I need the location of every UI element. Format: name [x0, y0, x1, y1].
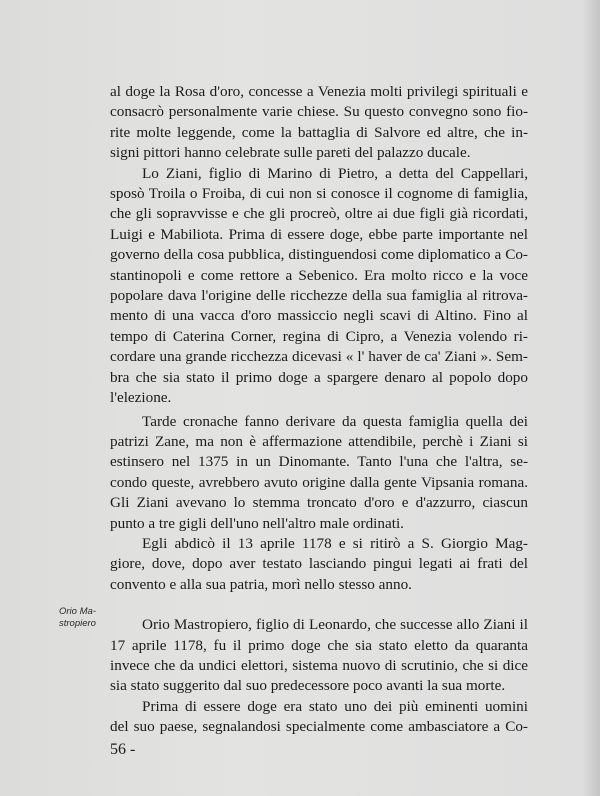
text-line: del suo paese, segnalandosi specialmente come ambasciatore a Co-	[110, 718, 528, 736]
text-line: Gli Ziani avevano lo stemma troncato d'oro e d'azzurro, ciascun	[110, 494, 528, 512]
body-text	[110, 82, 528, 738]
text-line: popolare dava l'origine delle ricchezze della sua famiglia al ritrova-	[110, 287, 528, 305]
text-line: Tarde cronache fanno derivare da questa famiglia quella dei	[142, 412, 528, 430]
text-line: stantinopoli e come rettore a Sebenico. Era molto ricco e la voce	[110, 266, 528, 284]
text-line: consacrò personalmente varie chiese. Su questo convegno sono fio-	[110, 103, 528, 121]
paragraph-1	[110, 82, 528, 164]
page-number: 56 -	[110, 741, 136, 758]
text-line: mento di una vacca d'oro massiccio negli scavi di Altino. Fino al	[110, 307, 528, 325]
text-line: Prima di essere doge era stato uno dei più eminenti uomini	[142, 697, 528, 715]
text-line: signi pittori hanno celebrate sulle pareti del palazzo ducale.	[110, 144, 471, 162]
text-line: sia stato suggerito dal suo predecessore poco avanti la sua morte.	[110, 677, 506, 695]
margin-note	[59, 606, 109, 630]
text-line: tempo di Caterina Corner, regina di Cipro, a Venezia volendo ri-	[110, 327, 528, 345]
margin-note-line: Orio Ma-	[59, 606, 96, 617]
paragraph-2	[110, 164, 528, 409]
text-line: al doge la Rosa d'oro, concesse a Venezia molti privilegi spirituali e	[110, 83, 528, 100]
text-line: estinsero nel 1375 in un Dinomante. Tanto l'una che l'altra, se-	[110, 453, 528, 471]
text-line: Egli abdicò il 13 aprile 1178 e si ritirò a S. Giorgio Mag-	[142, 534, 528, 552]
margin-note-line: stropiero	[59, 618, 96, 629]
text-line: patrizi Zane, ma non è affermazione attendibile, perchè i Ziani si	[110, 432, 528, 450]
text-line: Orio Mastropiero, figlio di Leonardo, che successe allo Ziani il	[142, 616, 528, 634]
text-line: giore, dove, dopo aver testato lasciando pingui legati ai frati del	[110, 555, 528, 573]
text-line: Luigi e Mabiliota. Prima di essere doge, ebbe parte importante nel	[110, 225, 528, 243]
text-line: convento e alla sua patria, morì nello stesso anno.	[110, 575, 412, 593]
text-line: sposò Troila o Froiba, di cui non si conosce il cognome di famiglia,	[110, 185, 528, 203]
text-line: governo della cosa pubblica, distinguendosi come diplomatico a Co-	[110, 246, 528, 264]
text-line: cordare una grande ricchezza dicevasi « l' haver de ca' Ziani ». Sem-	[110, 348, 528, 366]
section-gap	[110, 595, 528, 615]
text-line: condo queste, avrebbero avuto origine dalla gente Vipsania romana.	[110, 473, 528, 491]
text-line: che gli sopravvisse e che gli procreò, oltre ai due figli già ricordati,	[110, 205, 528, 223]
show-through-text	[4, 20, 44, 780]
text-line: invece che da undici elettori, sistema nuovo di scrutinio, che si dice	[110, 656, 528, 674]
paragraph-6	[110, 697, 528, 738]
text-line: punto a tre gigli dell'uno nell'altro male ordinati.	[110, 514, 404, 532]
text-line: l'elezione.	[110, 389, 172, 407]
paragraph-5	[110, 615, 528, 697]
paragraph-4	[110, 534, 528, 595]
page-edge-shadow	[582, 0, 600, 796]
text-line: 17 aprile 1178, fu il primo doge che sia stato eletto da quaranta	[110, 636, 528, 654]
text-line: rite molte leggende, come la battaglia di Salvore ed altre, che in-	[110, 123, 528, 141]
text-line: bra che sia stato il primo doge a spargere denaro al popolo dopo	[110, 368, 528, 386]
paragraph-3	[110, 412, 528, 534]
text-line: Lo Ziani, figlio di Marino di Pietro, a detta del Cappellari,	[142, 164, 528, 182]
